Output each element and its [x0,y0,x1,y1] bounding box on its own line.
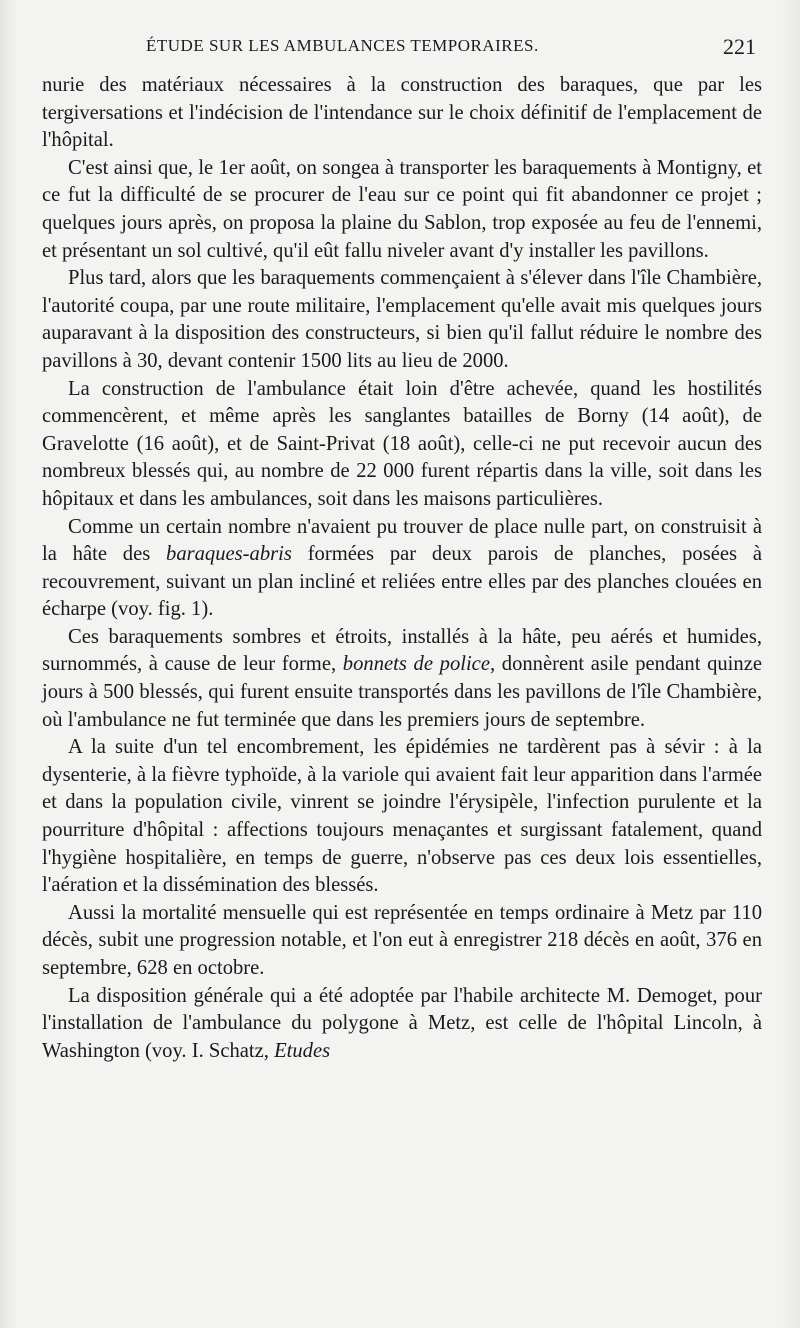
paragraph: Plus tard, alors que les baraquements commençaient à s'élever dans l'île Chambière, l'autorité coupa, par une route militaire, l'emplacement qu'elle avait mis quelques jours auparavant à la disposition des constructeurs, si bien qu'il fallut réduire le nombre des pavillons à 30, devant contenir 1500 lits au lieu de 2000. [42,267,762,372]
paragraph-text: formées par deux parois de planches, posées à recouvrement, suivant un plan incliné et reliées entre elles par des planches clouées en écharpe (voy. fig. 1). [42,543,762,621]
paragraph: nurie des matériaux nécessaires à la construction des baraques, que par les tergiversations et l'indécision de l'intendance sur le choix définitif de l'emplacement de l'hôpital. [42,74,762,152]
paragraph: La construction de l'ambulance était loin d'être achevée, quand les hostilités commencèrent, et même après les sanglantes batailles de Borny (14 août), de Gravelotte (16 août), et de Saint-Privat (18 août), celle-ci ne put recevoir aucun des nombreux blessés qui, au nombre de 22 000 furent répartis dans la ville, soit dans les hôpitaux et dans les ambulances, soit dans les maisons particulières. [42,377,762,510]
paragraph-text: La disposition générale qui a été adoptée par l'habile architecte M. Demoget, pour l'installation de l'ambulance du polygone à Metz, est celle de l'hôpital Lincoln, à Washington (voy. I. Schatz, [42,984,762,1062]
paragraph: A la suite d'un tel encombrement, les épidémies ne tardèrent pas à sévir : à la dysenterie, à la fièvre typhoïde, à la variole qui avaient fait leur apparition dans l'armée et dans la population civile, vinrent se joindre l'érysipèle, l'infection purulente et la pourriture d'hôpital : affections toujours menaçantes et surgissant fatalement, quand l'hygiène hospitalière, en temps de guerre, n'observe pas ces deux lois essentielles, l'aération et la dissémination des blessés. [42,736,762,897]
italic-term: bonnets de police [342,653,490,676]
paragraph: C'est ainsi que, le 1er août, on songea à transporter les baraquements à Montigny, et ce fut la difficulté de se procurer de l'eau sur ce point qui fit abandonner ce projet ; quelques jours après, on proposa la plaine du Sablon, trop exposée au feu de l'ennemi, et présentant un sol cultivé, qu'il eût fallu niveler avant d'y installer les pavillons. [42,156,762,262]
paragraph [42,514,762,624]
running-title: ÉTUDE SUR LES AMBULANCES TEMPORAIRES. [146,36,539,55]
italic-term: Etudes [274,1039,331,1062]
paragraph-text: Ces baraquements sombres et étroits, installés à la hâte, peu aérés et humides, surnommés, à cause de leur forme, [42,625,762,676]
paragraph: Aussi la mortalité mensuelle qui est représentée en temps ordinaire à Metz par 110 décès, subit une progression notable, et l'on eut à enregistrer 218 décès en août, 376 en septembre, 628 en octobre. [42,901,762,979]
body-text [42,72,762,1065]
page-header [42,32,762,72]
paragraph [42,983,762,1066]
italic-term: baraques-abris [166,543,292,566]
paragraph-text: Comme un certain nombre n'avaient pu trouver de place nulle part, on construisit à la hâte des [42,515,762,566]
page-number: 221 [723,34,756,59]
paragraph-text: , donnèrent asile pendant quinze jours à 500 blessés, qui furent ensuite transportés dans les pavillons de l'île Chambière, où l'ambulance ne fut terminée que dans les premiers jours de septembre. [42,653,762,731]
paragraph [42,624,762,734]
